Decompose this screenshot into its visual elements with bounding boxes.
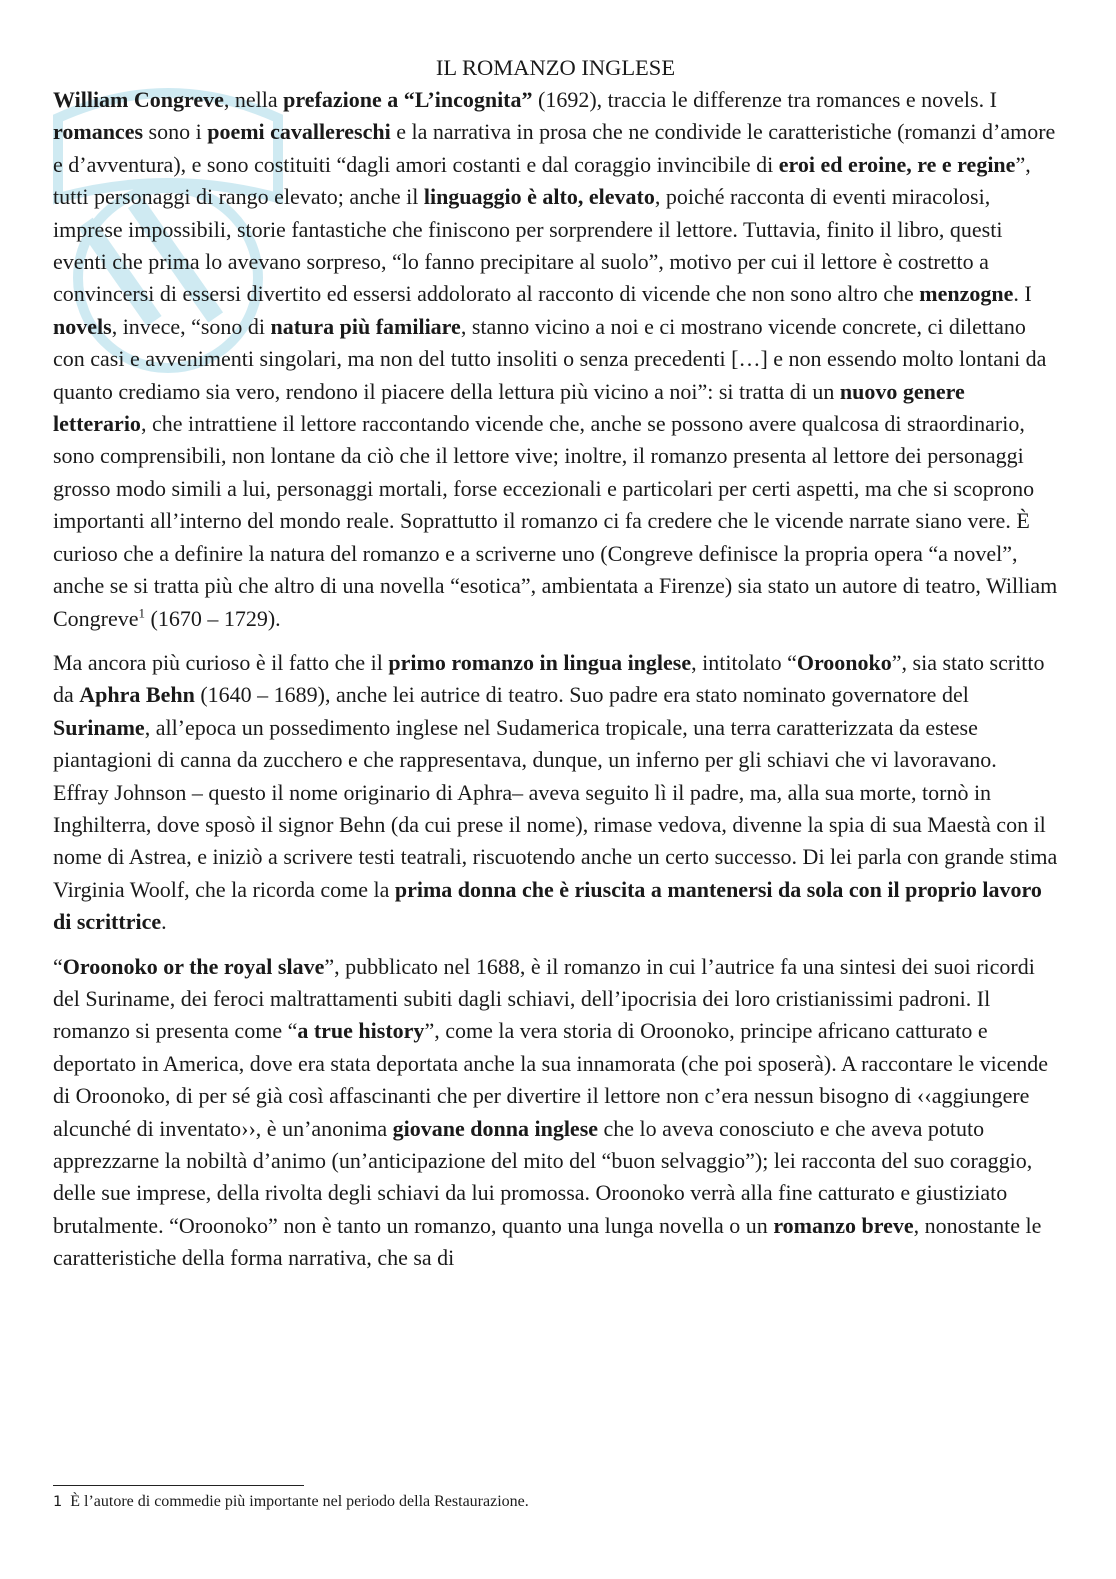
text-run: Ma ancora più curioso è il fatto che il	[53, 649, 389, 675]
bold-text: linguaggio è alto, elevato	[423, 184, 655, 210]
bold-text: eroi ed eroine, re e regine	[778, 151, 1016, 177]
bold-text: giovane donna inglese	[392, 1115, 599, 1141]
footnote-reference: 1	[138, 605, 146, 621]
paragraph-3	[53, 951, 1058, 1275]
text-run: che lo aveva conosciuto e che aveva potuto apprezzarne la nobiltà d’animo (un’anticipazione del mito del “buon selvaggio”); lei racconta del suo coraggio, delle sue imprese, della rivolta degli schiavi da lui promossa. Oroonoko verrà alla fine catturato e giustiziato brutalmente. “Oroonoko” non è tanto un romanzo, quanto una lunga novella o un	[53, 1115, 1033, 1238]
bold-text: Suriname	[53, 714, 145, 740]
footnote-divider	[53, 1485, 304, 1486]
paragraph-1	[53, 84, 1058, 635]
text-run: ”, sia stato scritto da	[53, 649, 1045, 708]
bold-text: romanzo breve	[773, 1212, 914, 1238]
text-run: sono i	[143, 119, 208, 145]
bold-text: William Congreve	[53, 87, 224, 112]
text-run: .	[161, 909, 167, 935]
bold-text: menzogne	[919, 281, 1014, 307]
bold-text: Oroonoko	[796, 649, 892, 675]
footnote-number: 1	[53, 1494, 63, 1510]
bold-text: prima donna che è riuscita a mantenersi da sola con il proprio lavoro di scrittrice	[53, 876, 1042, 935]
document-title: IL ROMANZO INGLESE	[435, 55, 676, 80]
bold-text: nuovo genere letterario	[53, 378, 965, 437]
bold-text: Aphra Behn	[79, 682, 195, 708]
text-run: , poiché racconta di eventi miracolosi, imprese impossibili, storie fantastiche che finiscono per sorprendere il lettore. Tuttavia, finito il libro, questi eventi che prima lo avevano sorpreso, “lo fanno precipitare al suolo”, motivo per cui il lettore è costretto a convincersi di essersi divertito ed essersi addolorato al racconto di vicende che non sono altro che	[53, 184, 1003, 307]
text-run: (1640 – 1689), anche lei autrice di teatro. Suo padre era stato nominato governatore del	[194, 682, 969, 708]
text-run: ”, come la vera storia di Oroonoko, principe africano catturato e deportato in America, dove era stata deportata anche la sua innamorata (che poi sposerà). A raccontare le vicende di Oroonoko, di per sé già così affascinanti che per divertire il lettore non c’era nessun bisogno di ‹‹aggiungere alcunché di inventato››, è un’anonima	[53, 1018, 1049, 1141]
text-run: , nonostante le caratteristiche della forma narrativa, che sa di	[53, 1212, 1042, 1271]
bold-text: novels	[53, 313, 112, 339]
text-run: , stanno vicino a noi e ci mostrano vicende concrete, ci dilettano con casi e avvenimenti singolari, ma non del tutto insoliti o senza precedenti […] e non essendo molto lontani da quanto crediamo sia vero, rendono il piacere della lettura più vicino a noi”: si tratta di un	[53, 313, 1047, 404]
text-run: , nella	[223, 87, 284, 112]
text-run: . I	[1013, 281, 1032, 307]
text-run: , intitolato “	[691, 649, 797, 675]
bold-text: primo romanzo in lingua inglese	[388, 649, 692, 675]
text-run: (1692), traccia le differenze tra romances e novels. I	[532, 87, 997, 112]
document-body	[53, 84, 1058, 1275]
text-run: ”, pubblicato nel 1688, è il romanzo in cui l’autrice fa una sintesi dei suoi ricordi del Suriname, dei feroci maltrattamenti subiti dagli schiavi, dell’ipocrisia dei loro cristianissimi padroni. Il romanzo si presenta come “	[53, 953, 1035, 1044]
bold-text: prefazione a “L’incognita”	[283, 87, 533, 112]
footnote-text: È l’autore di commedie più importante nel periodo della Restaurazione.	[70, 1493, 529, 1510]
text-run: , che intrattiene il lettore raccontando vicende che, anche se possono avere qualcosa di straordinario, sono comprensibili, non lontane da ciò che il lettore vive; inoltre, il romanzo presenta al lettore dei personaggi grosso modo simili a lui, personaggi mortali, forse eccezionali e particolari per certi aspetti, ma che si scoprono importanti all’interno del mondo reale. Soprattutto il romanzo ci fa credere che le vicende narrate siano vere. È curioso che a definire la natura del romanzo e a scriverne uno (Congreve definisce la propria opera “a novel”, anche se si tratta più che altro di una novella “esotica”, ambientata a Firenze) sia stato un autore di teatro, William Congreve	[53, 411, 1058, 631]
bold-text: a true history	[297, 1018, 425, 1044]
bold-text: poemi cavallereschi	[207, 119, 391, 145]
bold-text: natura più familiare	[270, 313, 461, 339]
text-run: , invece, “sono di	[111, 313, 271, 339]
text-run: “	[53, 953, 63, 979]
bold-text: romances	[53, 119, 144, 145]
bold-text: Oroonoko or the royal slave	[62, 953, 325, 979]
text-run: (1670 – 1729).	[145, 605, 281, 631]
document-page	[53, 52, 1058, 1275]
text-run: ”, tutti personaggi di rango elevato; anche il	[53, 151, 1031, 210]
paragraph-2	[53, 647, 1058, 939]
footnote	[53, 1491, 529, 1513]
text-run: e la narrativa in prosa che ne condivide le caratteristiche (romanzi d’amore e d’avventura), e sono costituiti “dagli amori costanti e dal coraggio invincibile di	[53, 119, 1056, 177]
text-run: , all’epoca un possedimento inglese nel Sudamerica tropicale, una terra caratterizzata da estese piantagioni di canna da zucchero e che rappresentava, dunque, un inferno per gli schiavi che vi lavoravano. Effray Johnson – questo il nome originario di Aphra– aveva seguito lì il padre, ma, alla sua morte, tornò in Inghilterra, dove sposò il signor Behn (da cui prese il nome), rimase vedova, divenne la spia di sua Maestà con il nome di Astrea, e iniziò a scrivere testi teatrali, riscuotendo anche un certo successo. Di lei parla con grande stima Virginia Woolf, che la ricorda come la	[53, 714, 1058, 902]
